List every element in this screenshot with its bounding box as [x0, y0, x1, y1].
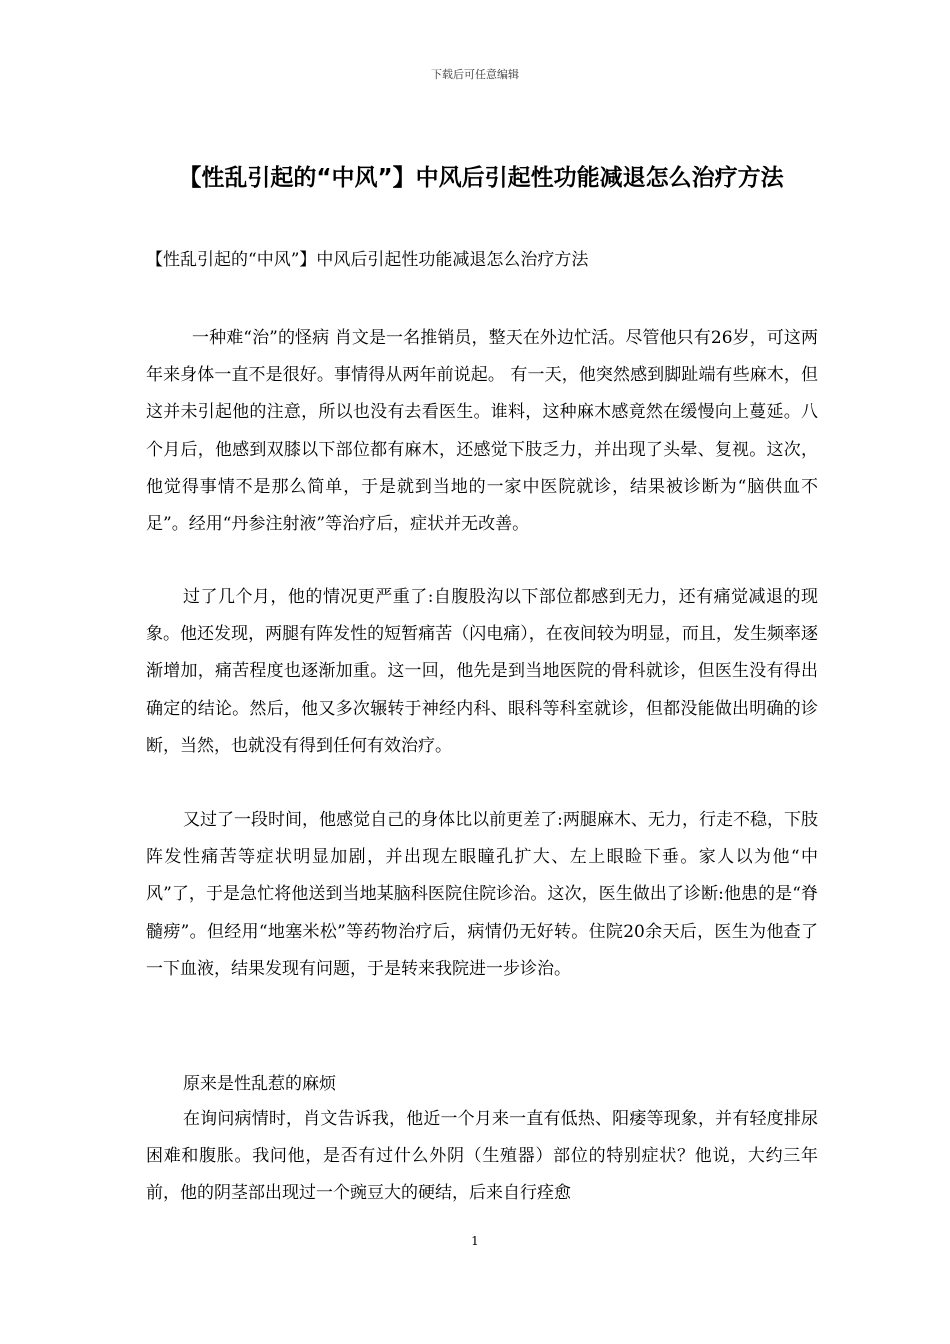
document-title: 【性乱引起的“中风”】中风后引起性功能减退怎么治疗方法	[178, 165, 784, 191]
paragraph-1: 一种难“治”的怪病 肖文是一名推销员，整天在外边忙活。尽管他只有26岁，可这两年来身体一直不是很好。事情得从两年前说起。 有一天，他突然感到脚趾端有些麻木，但这并未引起他的注意，所以也没有去看医生。谁料，这种麻木感竟然在缓慢向上蔓延。八个月后，他感到双膝以下部位都有麻木，还感觉下肢乏力，并出现了头晕、复视。这次，他觉得事情不是那么简单，于是就到当地的一家中医院就诊，结果被诊断为“脑供血不足”。经用“丹参注射液”等治疗后，症状并无改善。	[146, 328, 818, 535]
paragraph-2: 过了几个月，他的情况更严重了:自腹股沟以下部位都感到无力，还有痛觉减退的现象。他还发现，两腿有阵发性的短暂痛苦（闪电痛），在夜间较为明显，而且，发生频率逐渐增加，痛苦程度也逐渐加重。这一回，他先是到当地医院的骨科就诊，但医生没有得出确定的结论。然后，他又多次辗转于神经内科、眼科等科室就诊，但都没能做出明确的诊断，当然，也就没有得到任何有效治疗。	[146, 587, 818, 756]
document-subtitle: 【性乱引起的“中风”】中风后引起性功能减退怎么治疗方法	[146, 250, 589, 270]
section-heading: 原来是性乱惹的麻烦	[183, 1074, 336, 1094]
paragraph-3: 又过了一段时间，他感觉自己的身体比以前更差了:两腿麻木、无力，行走不稳，下肢阵发性痛苦等症状明显加剧，并出现左眼瞳孔扩大、左上眼睑下垂。家人以为他“中风”了，于是急忙将他送到当地某脑科医院住院诊治。这次，医生做出了诊断:他患的是“脊髓痨”。但经用“地塞米松”等药物治疗后，病情仍无好转。住院20余天后，医生为他查了一下血液，结果发现有问题，于是转来我院进一步诊治。	[146, 810, 818, 979]
paragraph-4: 在询问病情时，肖文告诉我，他近一个月来一直有低热、阳痿等现象，并有轻度排尿困难和腹胀。我问他，是否有过什么外阴（生殖器）部位的特别症状？他说，大约三年前，他的阴茎部出现过一个豌豆大的硬结，后来自行痊愈	[146, 1109, 818, 1204]
header-note: 下载后可任意编辑	[431, 68, 519, 81]
page-number: 1	[471, 1234, 479, 1248]
